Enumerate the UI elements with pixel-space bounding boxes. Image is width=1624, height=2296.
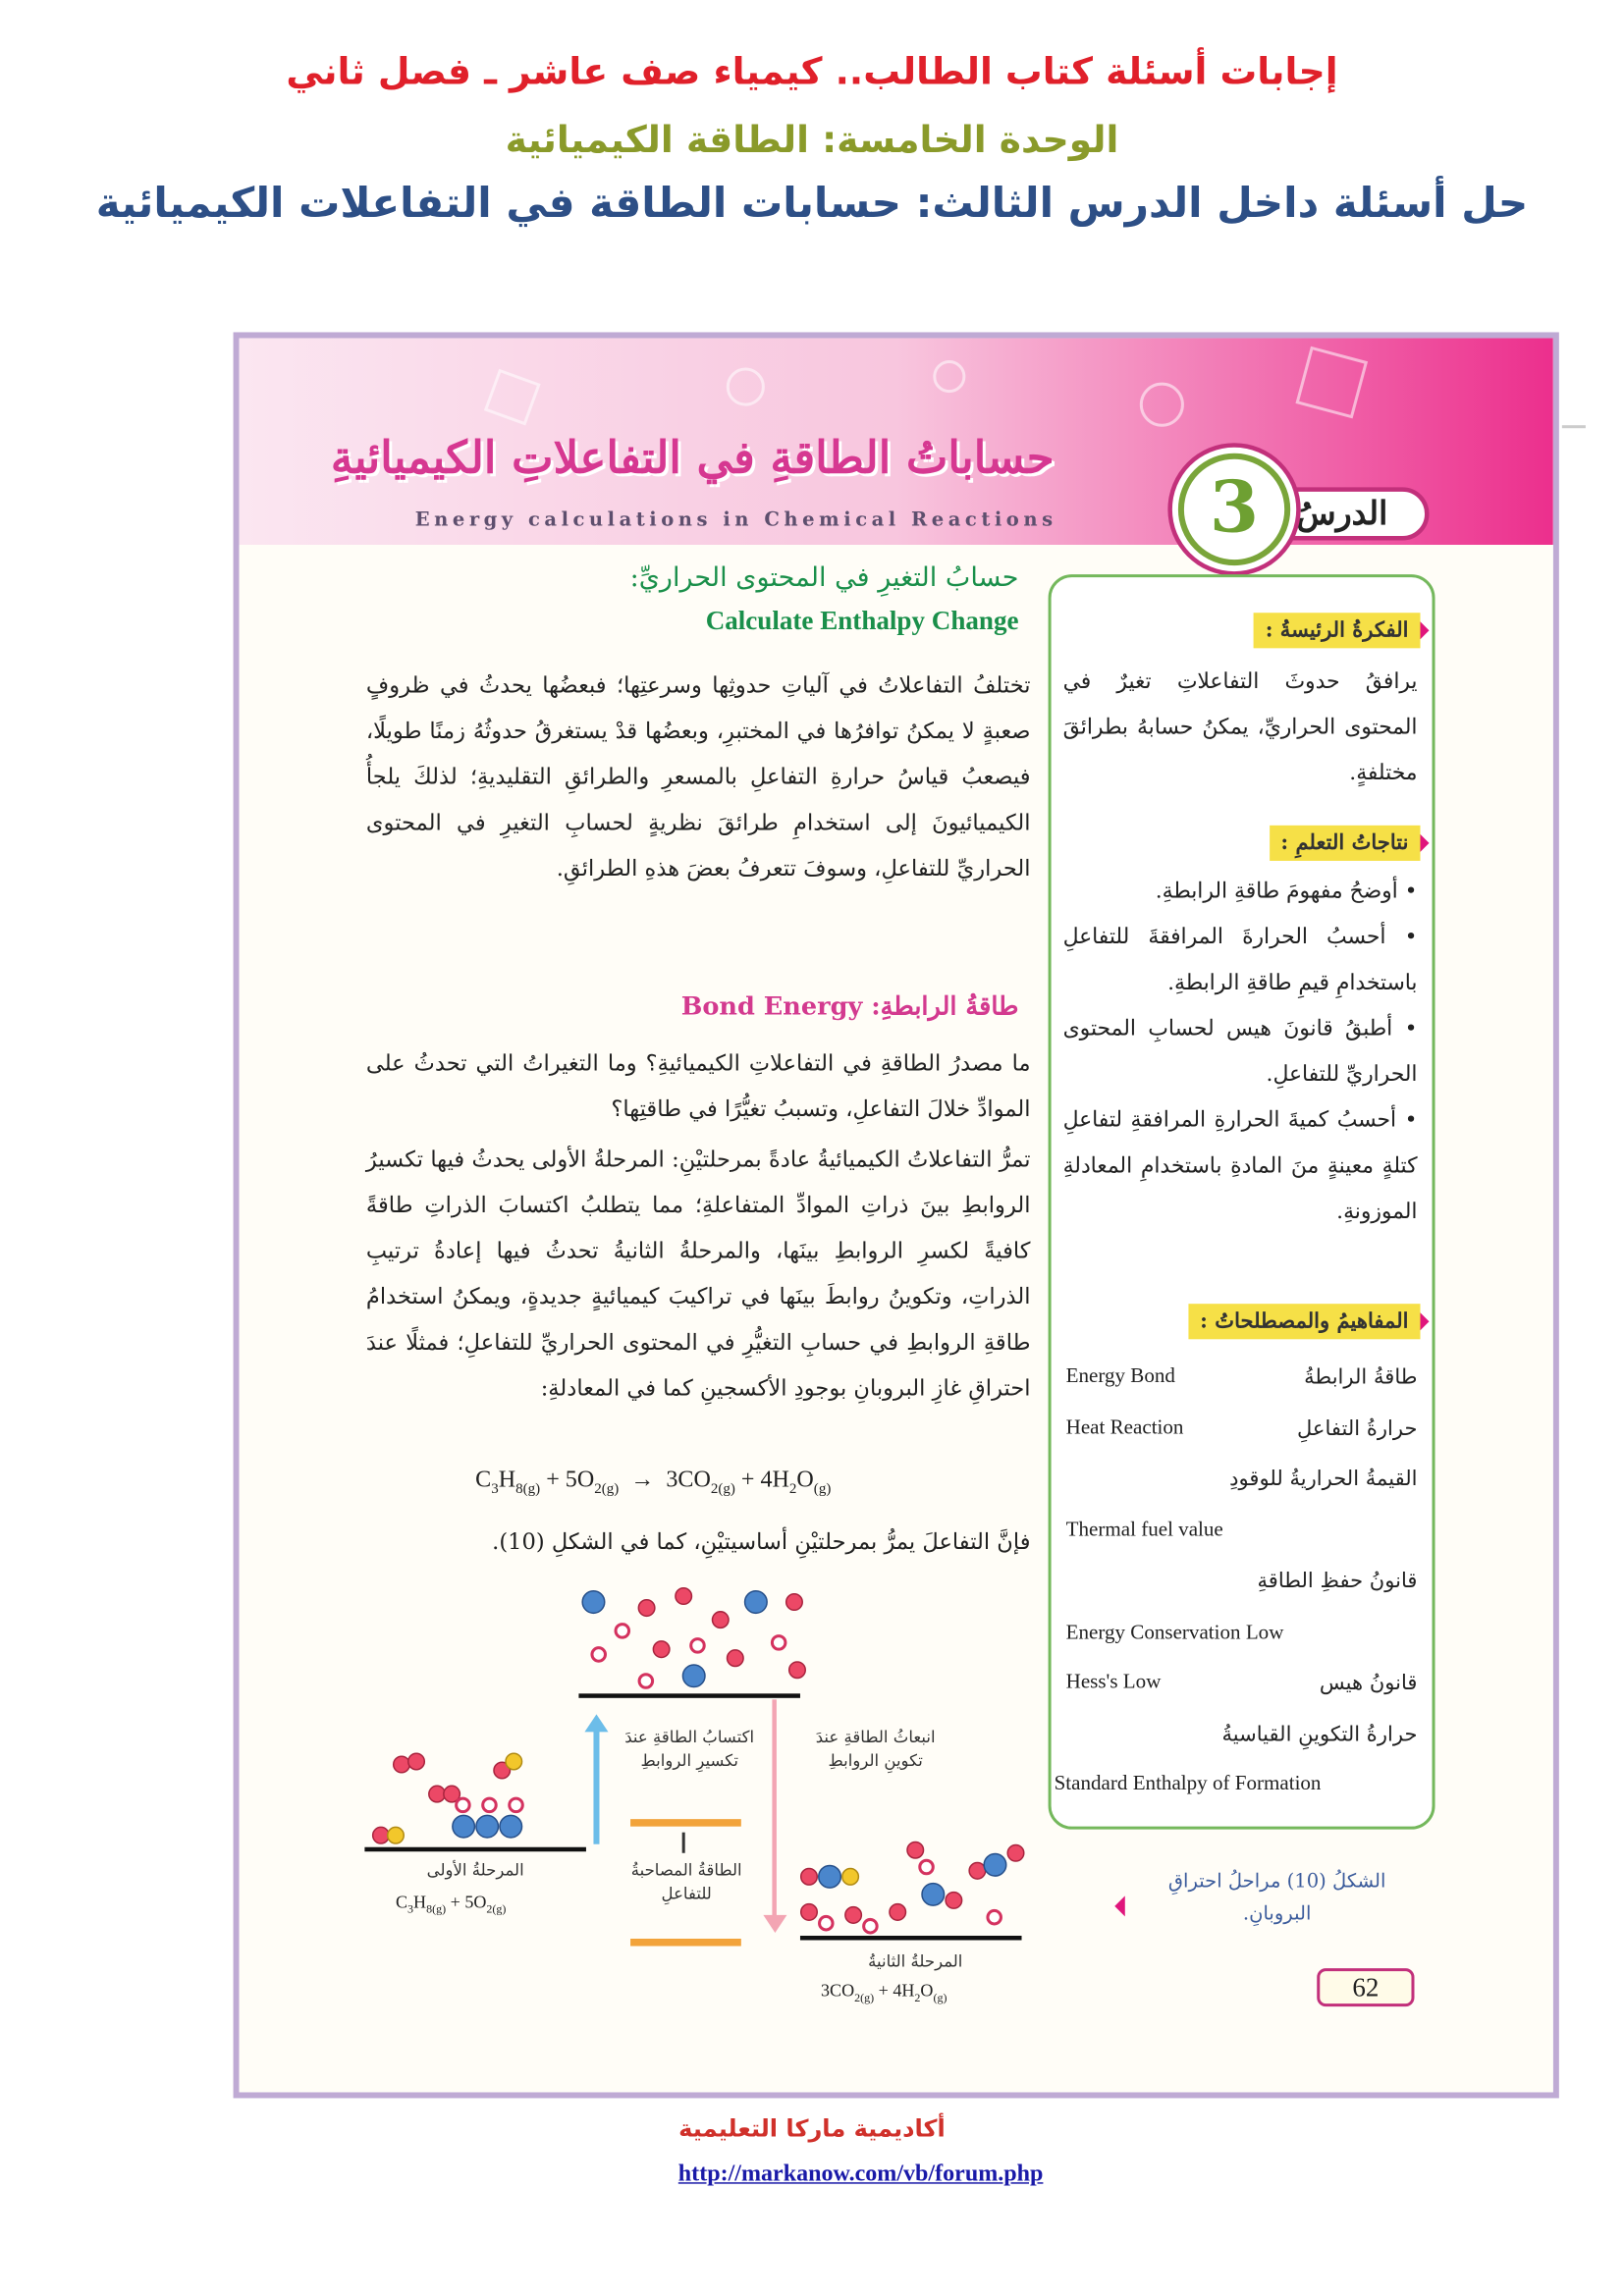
arrow-down-line: [772, 1699, 777, 1918]
combustion-equation: $C_3H_{8(g)} + 5O_{2(g)} \to 3CO_{2(g)} + 4H_2O_{(g)}$: [475, 1468, 832, 1498]
footer-link[interactable]: http://markanow.com/vb/forum.php: [677, 2162, 1044, 2187]
atom-oxygen: [1006, 1844, 1024, 1862]
atom-carbon: [475, 1815, 499, 1839]
term-ar: حرارةُ التفاعلِ: [1296, 1417, 1418, 1442]
paragraph-intro: تختلفُ التفاعلاتُ في آلياتِ حدوثِها وسرعتِها؛ فبعضُها يحدثُ في ظروفٍ صعبةٍ لا يمكنُ توافرُها في المختبرِ، وبعضُها قدْ يستغرقُ حدوثُهُ زمنًا طويلًا، فيصعبُ قياسُ حرارةِ التفاعلِ بالمسعرِ والطرائقِ التقليديةِ؛ لذلكَ يلجأُ الكيميائيونَ إلى استخدامِ طرائقَ نظريةٍ لحسابِ التغيرِ في المحتوى الحراريِّ للتفاعلِ، وسوفَ تتعرفُ بعضَ هذهِ الطرائقِ.: [365, 671, 1031, 881]
lesson-sidebar: [1049, 574, 1435, 1830]
atom-hydrogen: [615, 1623, 631, 1639]
footer-academy: أكاديمية ماركا التعليمية: [678, 2113, 946, 2143]
atom-hydrogen: [689, 1637, 706, 1654]
energy-level-marker: [630, 1939, 741, 1947]
atom-oxygen: [889, 1903, 906, 1921]
textbook-page-image: [234, 332, 1559, 2098]
atom-oxygen: [785, 1593, 803, 1611]
atom-oxygen: [638, 1599, 656, 1617]
decor-circle: [727, 368, 765, 406]
energy-release-label: انبعاثُ الطاقةِ عندَ تكوينِ الروابطِ: [815, 1727, 936, 1771]
arrow-up-head: [584, 1714, 608, 1732]
terms-heading: المفاهيمُ والمصطلحاتُ :: [1188, 1304, 1420, 1339]
paragraph-question: ما مصدرُ الطاقةِ في التفاعلاتِ الكيميائيةِ؟ وما التغيراتُ التي تحدثُ على الموادِّ خلالَ التفاعلِ، وتسببُ تغيُّرًا في طاقتِها؟: [365, 1049, 1031, 1123]
atom-oxygen-highlight: [841, 1868, 859, 1886]
arrow-up-line: [593, 1729, 599, 1843]
energy-gain-label: اكتسابُ الطاقةِ عندَ تكسيرِ الروابطِ: [624, 1727, 755, 1771]
atom-carbon: [499, 1815, 522, 1839]
atom-hydrogen: [481, 1797, 498, 1814]
atom-hydrogen: [508, 1797, 524, 1814]
term-en: Hess's Low: [1065, 1671, 1162, 1694]
outcome-item: • أطبقُ قانونَ هيس لحسابِ المحتوى الحراريِّ للتفاعلِ.: [1063, 1007, 1418, 1098]
stage1-label: المرحلةُ الأولى: [426, 1860, 524, 1880]
term-ar: حرارةُ التكوينِ القياسيةُ: [1221, 1723, 1418, 1747]
atom-carbon: [682, 1664, 706, 1687]
atom-carbon: [921, 1883, 945, 1906]
atom-hydrogen: [455, 1797, 471, 1814]
lesson-title: حساباتُ الطاقةِ في التفاعلاتِ الكيميائيةِ: [330, 432, 1055, 485]
energy-level-top: [578, 1693, 800, 1698]
arrow-down-head: [763, 1915, 786, 1933]
term-en: Energy Bond: [1065, 1365, 1175, 1388]
outcome-item: • أحسبُ الحرارةَ المرافقةَ للتفاعلِ باستخدامِ قيمِ طاقةِ الرابطةِ.: [1063, 916, 1418, 1007]
page-heading-3: حل أسئلة داخل الدرس الثالث: حسابات الطاقة في التفاعلات الكيميائية: [95, 179, 1529, 228]
stage2-label: المرحلةُ الثانيةُ: [868, 1951, 963, 1972]
outcomes-heading: نتاجاتُ التعلمِ :: [1269, 826, 1420, 861]
atom-oxygen: [407, 1752, 425, 1770]
lesson-title-en: Energy calculations in Chemical Reactions: [414, 508, 1057, 532]
outcome-item: • أحسبُ كميةَ الحرارةِ المرافقةِ لتفاعلِ كتلةٍ معينةٍ منَ المادةِ باستخدامِ المعادلةِ الموزونةِ.: [1063, 1098, 1418, 1236]
lesson-number: 3: [1178, 454, 1290, 565]
atom-hydrogen: [818, 1915, 835, 1932]
atom-oxygen: [675, 1587, 692, 1605]
atom-oxygen: [800, 1903, 818, 1921]
term-en: Energy Conservation Low: [1065, 1623, 1284, 1645]
atom-hydrogen: [918, 1859, 935, 1876]
margin-line: [1562, 425, 1586, 428]
bond-energy-heading: طاقةُ الرابطةِ: Bond Energy: [680, 991, 1019, 1022]
atom-carbon: [744, 1590, 768, 1614]
term-ar: قانونُ حفظِ الطاقةِ: [1257, 1569, 1418, 1594]
term-ar: قانونُ هيس: [1319, 1671, 1418, 1695]
main-idea-text: يرافقُ حدوثَ التفاعلاتِ تغيرٌ في المحتوى الحراريِّ، يمكنُ حسابهُ بطرائقَ مختلفةٍ.: [1062, 669, 1418, 786]
decor-cube: [484, 369, 541, 426]
caption-pointer-icon: [1105, 1896, 1125, 1916]
lesson-label: الدرسُ: [1255, 487, 1429, 540]
page-number: 62: [1317, 1968, 1414, 2006]
atom-oxygen: [945, 1892, 962, 1909]
term-en: Standard Enthalpy of Formation: [1054, 1773, 1322, 1796]
section-heading: حسابُ التغيرِ في المحتوى الحراريِّ:: [629, 562, 1019, 594]
atom-carbon: [818, 1865, 841, 1889]
atom-carbon: [983, 1853, 1006, 1877]
reactants-formula: $C_3H_{8(g)} + 5O_{2(g)}$: [395, 1891, 507, 1916]
equals-mark: [682, 1833, 685, 1853]
atom-oxygen: [800, 1868, 818, 1886]
term-ar: القيمةُ الحراريةُ للوقودِ: [1229, 1468, 1418, 1492]
paragraph-stages: تمرُّ التفاعلاتُ الكيميائيةُ عادةً بمرحلتيْنِ: المرحلةُ الأولى يحدثُ فيها تكسيرُ الروابطِ بينَ ذراتِ الموادِّ المتفاعلةِ؛ مما يتطلبُ اكتسابَ الذراتِ طاقةً كافيةً لكسرِ الروابطِ بينَها، والمرحلةُ الثانيةُ تحدثُ فيها إعادةُ ترتيبِ الذراتِ، وتكوينُ روابطَ بينَها في تراكيبَ كيميائيةٍ جديدةٍ، ويمكنُ استخدامُ طاقةِ الروابطِ في حسابِ التغيُّرِ في المحتوى الحراريِّ للتفاعلِ؛ فمثلًا عندَ احتراقِ غازِ البروبانِ بوجودِ الأكسجينِ كما في المعادلةِ:: [365, 1146, 1031, 1402]
decor-cube: [1295, 347, 1368, 419]
atom-oxygen: [727, 1649, 744, 1667]
atom-hydrogen: [771, 1634, 787, 1651]
figure-caption: الشكلُ (10) مراحلُ احتراقِ البروبانِ.: [1167, 1870, 1386, 1926]
atom-oxygen-highlight: [505, 1752, 522, 1770]
decor-circle: [933, 360, 965, 393]
energy-level-stage1: [364, 1847, 586, 1852]
outcome-item: • أوضحُ مفهومَ طاقةِ الرابطةِ.: [1063, 870, 1418, 916]
atom-hydrogen: [986, 1909, 1002, 1926]
page-heading-1: إجابات أسئلة كتاب الطالب.. كيمياء صف عاشر ـ فصل ثاني: [286, 50, 1338, 93]
term-en: Thermal fuel value: [1065, 1519, 1223, 1542]
main-idea-heading: الفكرةُ الرئيسةُ :: [1254, 613, 1421, 648]
page-heading-2: الوحدة الخامسة: الطاقة الكيميائية: [505, 118, 1119, 161]
energy-level-stage2: [800, 1936, 1022, 1941]
term-ar: طاقةُ الرابطةُ: [1304, 1365, 1418, 1390]
outcomes-list: [1063, 870, 1418, 1236]
atom-hydrogen: [638, 1673, 655, 1689]
atom-hydrogen: [862, 1918, 879, 1935]
atom-carbon: [452, 1815, 475, 1839]
decor-circle: [1140, 383, 1184, 427]
atom-oxygen-highlight: [387, 1827, 405, 1844]
term-en: Heat Reaction: [1065, 1417, 1184, 1440]
reaction-energy-label: الطاقةُ المصاحبةُ للتفاعلِ: [630, 1860, 742, 1903]
paragraph-figure-ref: فإنَّ التفاعلَ يمرُّ بمرحلتيْنِ أساسيتيْنِ، كما في الشكلِ (10).: [492, 1527, 1031, 1555]
section-heading-en: Calculate Enthalpy Change: [705, 605, 1019, 635]
energy-level-marker: [630, 1819, 741, 1827]
atom-oxygen: [906, 1842, 924, 1859]
atom-oxygen: [844, 1906, 862, 1924]
atom-carbon: [581, 1590, 605, 1614]
atom-oxygen: [712, 1611, 730, 1629]
atom-hydrogen: [590, 1646, 607, 1663]
atom-oxygen: [788, 1661, 806, 1679]
atom-oxygen: [653, 1640, 671, 1658]
figure-10-diagram: [357, 1578, 1066, 2021]
products-formula: $3CO_{2(g)} + 4H_2O_{(g)}$: [821, 1980, 947, 2004]
